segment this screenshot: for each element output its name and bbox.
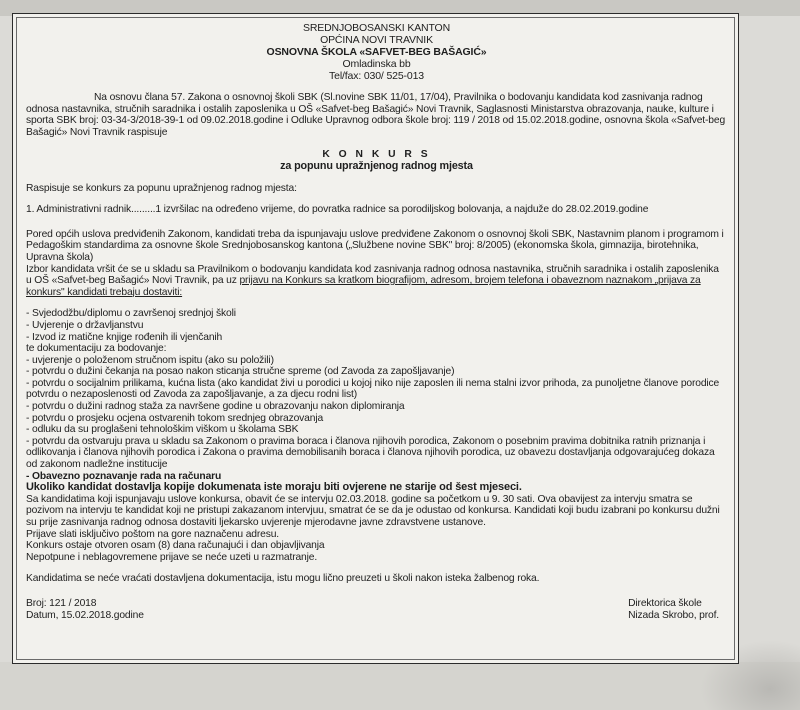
selection-underlined-text: prijavu na Konkurs sa kratkom biografijom, adresom, brojem telefona i obaveznom naznakom „prijava za konkurs" kandidati trebaju dostaviti: bbox=[26, 275, 701, 298]
doc-item: - Uvjerenje o državljanstvu bbox=[26, 319, 144, 331]
municipality-name: OPĆINA NOVI TRAVNIK bbox=[320, 34, 433, 46]
conditions-paragraph: Pored općih uslova predviđenih Zakonom, kandidati treba da ispunjavaju uslove predviđene Zakonom o osnovnoj školi SBK, Nastavnim planom i programom i Pedagoškim standardima za osnovne škole Srednjobosanskog kantona („Službene novine SBK" broj: 8/2005) (ekonomska škola, gimnazija, birotehnika, Upravna škola) bbox=[26, 228, 724, 263]
signatory-name: Nizada Skrobo, prof. bbox=[628, 609, 719, 621]
footer-right bbox=[628, 598, 727, 621]
school-name: OSNOVNA ŠKOLA «SAFVET-BEG BAŠAGIĆ» bbox=[266, 46, 487, 58]
doc-item: - Izvod iz matične knjige rođenih ili vjenčanih bbox=[26, 331, 223, 343]
closing-item: Sa kandidatima koji ispunjavaju uslove konkursa, obavit će se intervju 02.03.2018. godine sa početkom u 9. 30 sati. Ova obavijest za intervju smatra se pozivom na intervju te kandidat koji ne pristupi zakazanom intervjuu, smatrat će se da je odustao od konkursa. Kandidati koji budu izabrani po konkursu dužni su prije zasnivanja radnog odnosa dostaviti ljekarsko uvjerenje mjerodavne javne zdravstvene ustanove. bbox=[26, 493, 720, 528]
documents-list bbox=[26, 308, 727, 563]
position-description: 1. Administrativni radnik.........1 izvršilac na određeno vrijeme, do povratka radnice sa porodiljskog bolovanja, a najduže do 28.02.2019.godine bbox=[26, 204, 649, 216]
school-street: Omladinska bb bbox=[342, 58, 411, 70]
lead-sentence: Raspisuje se konkurs za popunu upražnjenog radnog mjesta: bbox=[26, 182, 297, 194]
doc-item: - potvrdu o prosjeku ocjena ostvarenih tokom srednjeg obrazovanja bbox=[26, 412, 324, 424]
notice-footer bbox=[26, 598, 727, 621]
selection-paragraph bbox=[26, 264, 727, 299]
school-phone: Tel/fax: 030/ 525-013 bbox=[329, 70, 424, 82]
notice-header bbox=[26, 22, 727, 82]
doc-item: - uvjerenje o položenom stručnom ispitu (ako su položili) bbox=[26, 354, 274, 366]
doc-item: - potvrdu o dužini čekanja na posao nakon sticanja stručne spreme (od Zavoda za zapošljavanje) bbox=[26, 366, 455, 378]
closing-item: Konkurs ostaje otvoren osam (8) dana računajući i dan objavljivanja bbox=[26, 540, 325, 552]
doc-item: - potvrdu o dužini radnog staža za navršene godine u obrazovanju nakon diplomiranja bbox=[26, 401, 405, 413]
selection-text: Izbor kandidata vršit će se u skladu sa Pravilnikom o bodovanju kandidata kod zasnivanja radnog odnosa nastavnika, stručnih saradnika i ostalih zaposlenika u OŠ «Safvet-beg Bašagić» Novi Travnik, pa uz bbox=[26, 263, 719, 287]
doc-item: - potvrdu da ostvaruju prava u skladu sa Zakonom o pravima boraca i članova njihovih porodica, Zakonom o posebnim pravima dobitnika ratnih priznanja i odlikovanja i članova njihovih porodica i Zakona o pravima demobilisanih boraca i članova njihovih porodica, uz obavezu dostavljanja odgovarajućeg dokaza od zakonom nadležne institucije bbox=[26, 435, 715, 471]
intro-paragraph: Na osnovu člana 57. Zakona o osnovnoj školi SBK (Sl.novine SBK 11/01, 17/04), Pravilnika o bodovanju kandidata kod zasnivanja radnog odnosa nastavnika, stručnih saradnika i ostalih zaposlenika u OŠ «Safvet-beg Bašagić» Novi Travnik, Saglasnosti Ministarstva obrazovanja, nauke, kulture i sporta SBK broj: 03-34-3/2018-39-1 od 09.02.2018.godine i Odluke Upravnog odbora škole broj: 119 / 2018 od 15.02.2018.godine, osnovna škola «Safvet-beg Bašagić» Novi Travnik raspisuje bbox=[26, 92, 726, 138]
mandatory-requirement: - Obavezno poznavanje rada na računaru bbox=[26, 470, 222, 482]
signatory-role: Direktorica škole bbox=[628, 597, 702, 609]
canton-name: SREDNJOBOSANSKI KANTON bbox=[302, 22, 451, 34]
doc-item: - potvrdu o socijalnim prilikama, kućna lista (ako kandidat živi u porodici u kojoj niko nije zaposlen ili nema stalni izvor prihoda, za punoljetne članove porodice potvrdu o nezaposlenosti od Zavoda za zapošljavanje, a za djecu rodni list) bbox=[26, 377, 720, 401]
certified-copies-note: Ukoliko kandidat dostavlja kopije dokumenata iste moraju biti ovjerene ne starije od šest mjeseci. bbox=[26, 481, 522, 494]
document-date: Datum, 15.02.2018.godine bbox=[26, 609, 144, 621]
doc-item: - odluku da su proglašeni tehnološkim viškom u školama SBK bbox=[26, 424, 299, 436]
doc-item: - Svjedodžbu/diplomu o završenoj srednjoj školi bbox=[26, 308, 236, 320]
title-konkurs: K O N K U R S bbox=[322, 149, 431, 161]
closing-item: Nepotpune i neblagovremene prijave se neće uzeti u razmatranje. bbox=[26, 551, 318, 563]
document-number: Broj: 121 / 2018 bbox=[26, 597, 97, 609]
notice-inner-frame bbox=[16, 17, 735, 660]
closing-item: Prijave slati isključivo poštom na gore naznačenu adresu. bbox=[26, 528, 280, 540]
notice-title bbox=[26, 149, 727, 172]
job-notice bbox=[12, 13, 739, 664]
title-subtitle: za popunu upražnjenog radnog mjesta bbox=[280, 159, 473, 172]
footer-left bbox=[26, 598, 144, 621]
doc-item: te dokumentaciju za bodovanje: bbox=[26, 343, 167, 355]
return-note: Kandidatima se neće vraćati dostavljena dokumentacija, istu mogu lično preuzeti u školi nakon isteka žalbenog roka. bbox=[26, 573, 540, 585]
background-bottom bbox=[0, 662, 800, 710]
